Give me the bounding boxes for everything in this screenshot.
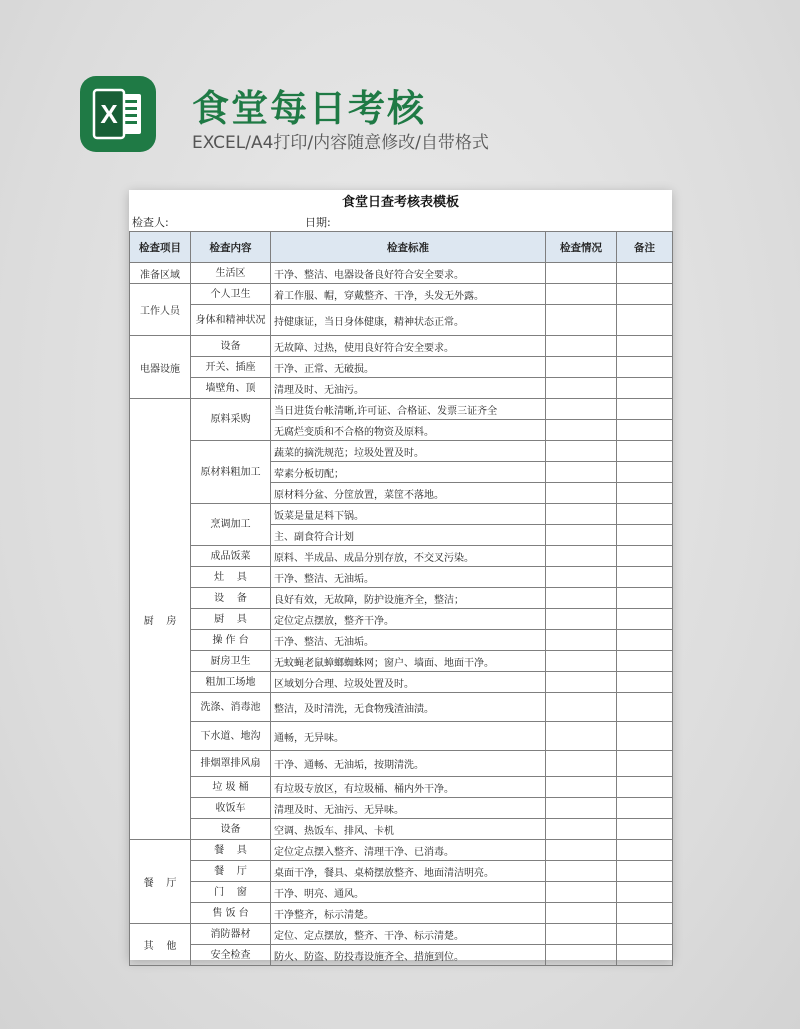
table-row bbox=[130, 630, 673, 651]
check-content-cell: 排烟罩排风扇 bbox=[191, 751, 271, 777]
column-header: 检查内容 bbox=[191, 232, 271, 263]
check-content-cell: 灶 具 bbox=[191, 567, 271, 588]
check-content-cell: 成品饭菜 bbox=[191, 546, 271, 567]
check-content-cell: 垃 圾 桶 bbox=[191, 777, 271, 798]
table-row bbox=[130, 751, 673, 777]
check-standard-cell: 无故障、过热，使用良好符合安全要求。 bbox=[271, 336, 546, 357]
check-status-cell[interactable] bbox=[546, 819, 617, 840]
check-item-cell: 电器设施 bbox=[130, 336, 191, 399]
table-row bbox=[130, 336, 673, 357]
remark-cell[interactable] bbox=[617, 751, 673, 777]
check-item-cell: 其 他 bbox=[130, 924, 191, 966]
inspection-table bbox=[129, 231, 673, 966]
check-standard-cell: 原材料分盆、分筐放置，菜筐不落地。 bbox=[271, 483, 546, 504]
remark-cell[interactable] bbox=[617, 945, 673, 966]
date-label: 日期: bbox=[305, 216, 331, 229]
remark-cell[interactable] bbox=[617, 630, 673, 651]
check-status-cell[interactable] bbox=[546, 924, 617, 945]
check-status-cell[interactable] bbox=[546, 751, 617, 777]
table-row bbox=[130, 567, 673, 588]
check-status-cell[interactable] bbox=[546, 798, 617, 819]
check-status-cell[interactable] bbox=[546, 861, 617, 882]
check-standard-cell: 当日进货台帐清晰,许可证、合格证、发票三证齐全 bbox=[271, 399, 546, 420]
check-status-cell[interactable] bbox=[546, 693, 617, 722]
table-row bbox=[130, 441, 673, 462]
remark-cell[interactable] bbox=[617, 861, 673, 882]
table-row bbox=[130, 819, 673, 840]
remark-cell[interactable] bbox=[617, 525, 673, 546]
check-content-cell: 身体和精神状况 bbox=[191, 305, 271, 336]
check-standard-cell: 清理及时、无油污、无异味。 bbox=[271, 798, 546, 819]
check-status-cell[interactable] bbox=[546, 504, 617, 525]
check-status-cell[interactable] bbox=[546, 399, 617, 420]
check-status-cell[interactable] bbox=[546, 263, 617, 284]
remark-cell[interactable] bbox=[617, 819, 673, 840]
check-standard-cell: 无腐烂变质和不合格的物资及原料。 bbox=[271, 420, 546, 441]
check-standard-cell: 良好有效，无故障，防护设施齐全，整洁； bbox=[271, 588, 546, 609]
remark-cell[interactable] bbox=[617, 378, 673, 399]
table-row bbox=[130, 263, 673, 284]
remark-cell[interactable] bbox=[617, 882, 673, 903]
excel-icon bbox=[80, 76, 156, 152]
check-standard-cell: 空调、热饭车、排风、卡机 bbox=[271, 819, 546, 840]
page-subtitle: EXCEL/A4打印/内容随意修改/自带格式 bbox=[192, 133, 489, 153]
table-row bbox=[130, 861, 673, 882]
check-standard-cell: 干净整齐，标示清楚。 bbox=[271, 903, 546, 924]
remark-cell[interactable] bbox=[617, 693, 673, 722]
check-standard-cell: 整洁，及时清洗，无食物残渣油渍。 bbox=[271, 693, 546, 722]
remark-cell[interactable] bbox=[617, 483, 673, 504]
check-content-cell: 烹调加工 bbox=[191, 504, 271, 546]
check-standard-cell: 有垃圾专放区，有垃圾桶、桶内外干净。 bbox=[271, 777, 546, 798]
table-row bbox=[130, 651, 673, 672]
table-row bbox=[130, 357, 673, 378]
check-content-cell: 安全检查 bbox=[191, 945, 271, 966]
check-content-cell: 生活区 bbox=[191, 263, 271, 284]
table-row bbox=[130, 378, 673, 399]
check-standard-cell: 防火、防盗、防投毒设施齐全、措施到位。 bbox=[271, 945, 546, 966]
check-status-cell[interactable] bbox=[546, 567, 617, 588]
check-content-cell: 粗加工场地 bbox=[191, 672, 271, 693]
remark-cell[interactable] bbox=[617, 305, 673, 336]
check-content-cell: 个人卫生 bbox=[191, 284, 271, 305]
remark-cell[interactable] bbox=[617, 420, 673, 441]
check-status-cell[interactable] bbox=[546, 483, 617, 504]
check-status-cell[interactable] bbox=[546, 546, 617, 567]
check-status-cell[interactable] bbox=[546, 672, 617, 693]
page-title: 食堂每日考核 bbox=[192, 87, 426, 130]
table-row bbox=[130, 504, 673, 525]
table-row bbox=[130, 798, 673, 819]
check-standard-cell: 饭菜是量足料下锅。 bbox=[271, 504, 546, 525]
check-status-cell[interactable] bbox=[546, 525, 617, 546]
check-status-cell[interactable] bbox=[546, 420, 617, 441]
table-header-row bbox=[130, 232, 673, 263]
check-standard-cell: 干净、整洁、电器设备良好符合安全要求。 bbox=[271, 263, 546, 284]
check-content-cell: 设 备 bbox=[191, 588, 271, 609]
check-status-cell[interactable] bbox=[546, 378, 617, 399]
check-standard-cell: 干净、明亮、通风。 bbox=[271, 882, 546, 903]
table-row bbox=[130, 284, 673, 305]
remark-cell[interactable] bbox=[617, 546, 673, 567]
check-content-cell: 餐 具 bbox=[191, 840, 271, 861]
check-standard-cell: 清理及时、无油污。 bbox=[271, 378, 546, 399]
check-status-cell[interactable] bbox=[546, 651, 617, 672]
excel-logo bbox=[80, 76, 156, 152]
check-status-cell[interactable] bbox=[546, 882, 617, 903]
remark-cell[interactable] bbox=[617, 441, 673, 462]
check-standard-cell: 干净、正常、无破损。 bbox=[271, 357, 546, 378]
table-row bbox=[130, 672, 673, 693]
column-header: 检查项目 bbox=[130, 232, 191, 263]
remark-cell[interactable] bbox=[617, 651, 673, 672]
remark-cell[interactable] bbox=[617, 672, 673, 693]
check-standard-cell: 通畅，无异味。 bbox=[271, 722, 546, 751]
column-header: 检查情况 bbox=[546, 232, 617, 263]
table-row bbox=[130, 305, 673, 336]
check-status-cell[interactable] bbox=[546, 588, 617, 609]
check-standard-cell: 持健康证，当日身体健康，精神状态正常。 bbox=[271, 305, 546, 336]
check-status-cell[interactable] bbox=[546, 903, 617, 924]
check-standard-cell: 区域划分合理、垃圾处置及时。 bbox=[271, 672, 546, 693]
sheet-title: 食堂日查考核表模板 bbox=[341, 195, 459, 210]
check-standard-cell: 主、副食符合计划 bbox=[271, 525, 546, 546]
check-status-cell[interactable] bbox=[546, 722, 617, 751]
check-content-cell: 设备 bbox=[191, 336, 271, 357]
check-standard-cell: 干净、通畅、无油垢，按期清洗。 bbox=[271, 751, 546, 777]
check-item-cell: 准备区域 bbox=[130, 263, 191, 284]
table-row bbox=[130, 882, 673, 903]
remark-cell[interactable] bbox=[617, 924, 673, 945]
check-status-cell[interactable] bbox=[546, 630, 617, 651]
check-status-cell[interactable] bbox=[546, 357, 617, 378]
column-header: 备注 bbox=[617, 232, 673, 263]
check-standard-cell: 蔬菜的摘洗规范；垃圾处置及时。 bbox=[271, 441, 546, 462]
check-status-cell[interactable] bbox=[546, 462, 617, 483]
remark-cell[interactable] bbox=[617, 357, 673, 378]
check-standard-cell: 干净、整洁、无油垢。 bbox=[271, 630, 546, 651]
check-status-cell[interactable] bbox=[546, 336, 617, 357]
remark-cell[interactable] bbox=[617, 588, 673, 609]
logo-letter: X bbox=[100, 99, 118, 129]
column-header: 检查标准 bbox=[271, 232, 546, 263]
remark-cell[interactable] bbox=[617, 263, 673, 284]
check-item-cell: 餐 厅 bbox=[130, 840, 191, 924]
check-content-cell: 收饭车 bbox=[191, 798, 271, 819]
table-row bbox=[130, 777, 673, 798]
check-content-cell: 开关、插座 bbox=[191, 357, 271, 378]
table-row bbox=[130, 924, 673, 945]
remark-cell[interactable] bbox=[617, 399, 673, 420]
table-row bbox=[130, 609, 673, 630]
remark-cell[interactable] bbox=[617, 567, 673, 588]
check-standard-cell: 桌面干净，餐具、桌椅摆放整齐、地面清洁明亮。 bbox=[271, 861, 546, 882]
check-standard-cell: 原料、半成品、成品分别存放，不交叉污染。 bbox=[271, 546, 546, 567]
check-standard-cell: 着工作服、帽，穿戴整齐、干净，头发无外露。 bbox=[271, 284, 546, 305]
remark-cell[interactable] bbox=[617, 336, 673, 357]
check-content-cell: 原材料粗加工 bbox=[191, 441, 271, 504]
table-row bbox=[130, 722, 673, 751]
table-row bbox=[130, 903, 673, 924]
check-status-cell[interactable] bbox=[546, 441, 617, 462]
check-content-cell: 下水道、地沟 bbox=[191, 722, 271, 751]
table-row bbox=[130, 693, 673, 722]
check-content-cell: 洗涤、消毒池 bbox=[191, 693, 271, 722]
check-standard-cell: 荤素分板切配； bbox=[271, 462, 546, 483]
remark-cell[interactable] bbox=[617, 903, 673, 924]
check-item-cell: 厨 房 bbox=[130, 399, 191, 840]
check-status-cell[interactable] bbox=[546, 305, 617, 336]
remark-cell[interactable] bbox=[617, 840, 673, 861]
check-status-cell[interactable] bbox=[546, 609, 617, 630]
check-content-cell: 门 窗 bbox=[191, 882, 271, 903]
table-row bbox=[130, 588, 673, 609]
check-content-cell: 墙壁角、顶 bbox=[191, 378, 271, 399]
check-content-cell: 操 作 台 bbox=[191, 630, 271, 651]
check-standard-cell: 干净、整洁、无油垢。 bbox=[271, 567, 546, 588]
check-status-cell[interactable] bbox=[546, 777, 617, 798]
check-content-cell: 消防器材 bbox=[191, 924, 271, 945]
remark-cell[interactable] bbox=[617, 777, 673, 798]
check-content-cell: 设备 bbox=[191, 819, 271, 840]
check-content-cell: 售 饭 台 bbox=[191, 903, 271, 924]
check-content-cell: 餐 厅 bbox=[191, 861, 271, 882]
check-standard-cell: 定位定点摆入整齐、清理干净、已消毒。 bbox=[271, 840, 546, 861]
remark-cell[interactable] bbox=[617, 609, 673, 630]
inspection-sheet bbox=[129, 190, 672, 963]
table-body bbox=[130, 263, 673, 966]
remark-cell[interactable] bbox=[617, 462, 673, 483]
remark-cell[interactable] bbox=[617, 798, 673, 819]
table-row bbox=[130, 840, 673, 861]
check-status-cell[interactable] bbox=[546, 840, 617, 861]
check-standard-cell: 无蚊蝇老鼠蟑螂蜘蛛网；窗户、墙面、地面干净。 bbox=[271, 651, 546, 672]
check-standard-cell: 定位定点摆放，整齐干净。 bbox=[271, 609, 546, 630]
remark-cell[interactable] bbox=[617, 284, 673, 305]
check-item-cell: 工作人员 bbox=[130, 284, 191, 336]
check-content-cell: 厨房卫生 bbox=[191, 651, 271, 672]
check-content-cell: 原料采购 bbox=[191, 399, 271, 441]
remark-cell[interactable] bbox=[617, 504, 673, 525]
check-standard-cell: 定位、定点摆放，整齐、干净、标示清楚。 bbox=[271, 924, 546, 945]
check-status-cell[interactable] bbox=[546, 284, 617, 305]
inspector-label: 检查人: bbox=[132, 216, 169, 229]
table-row bbox=[130, 945, 673, 966]
check-content-cell: 厨 具 bbox=[191, 609, 271, 630]
check-status-cell[interactable] bbox=[546, 945, 617, 966]
remark-cell[interactable] bbox=[617, 722, 673, 751]
table-row bbox=[130, 399, 673, 420]
table-row bbox=[130, 546, 673, 567]
